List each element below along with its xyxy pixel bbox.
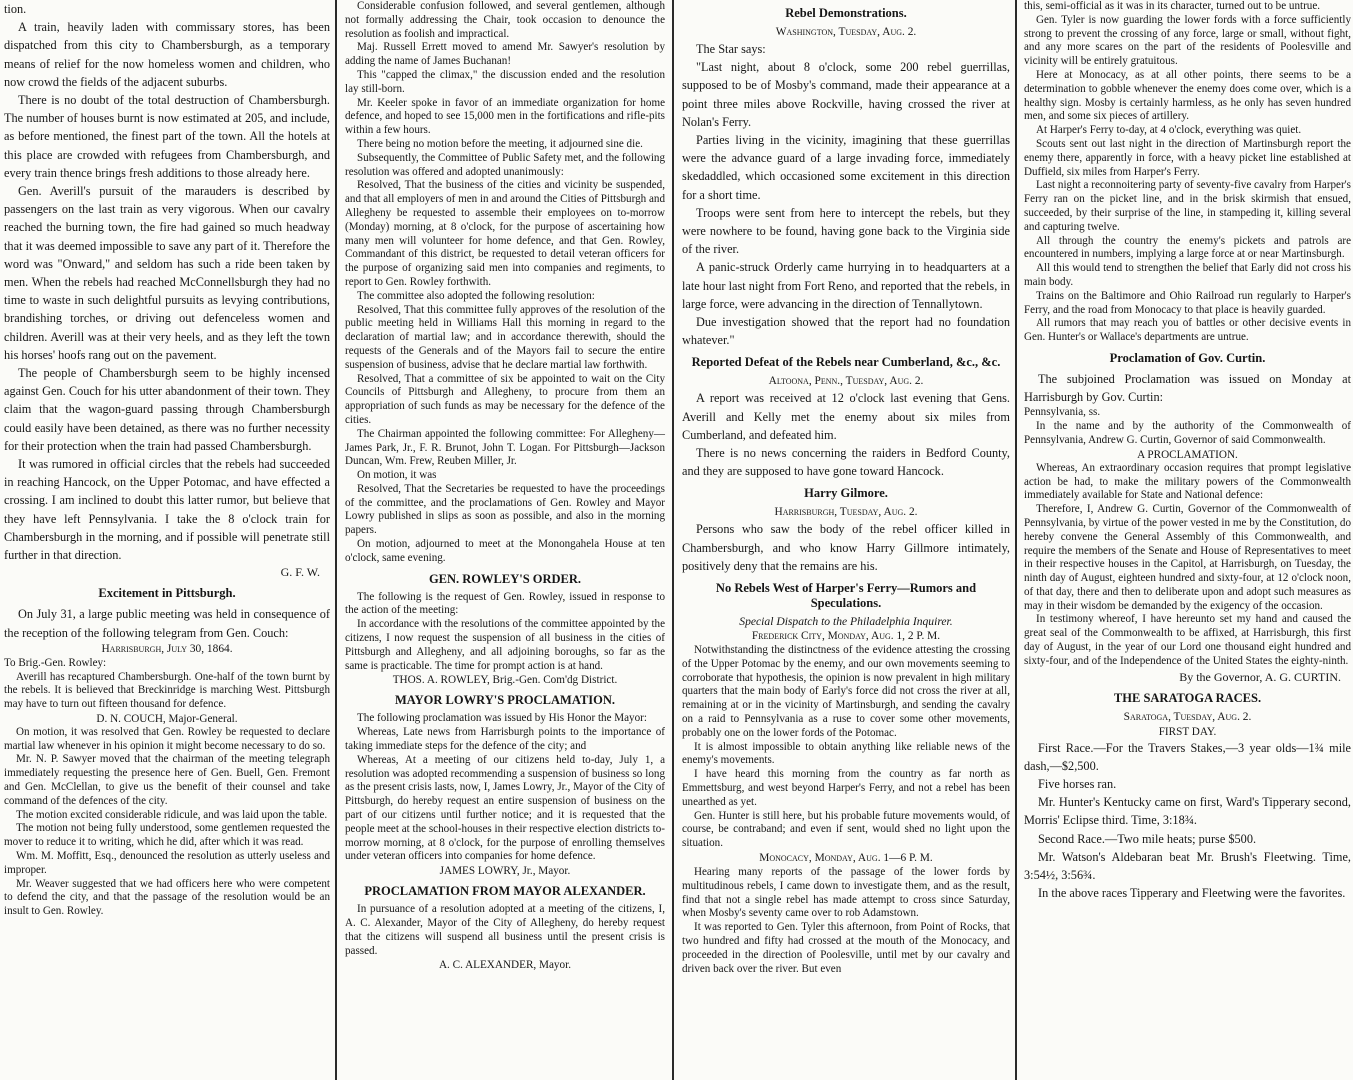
article-paragraph: Due investigation showed that the report had no foundation whatever." — [682, 315, 1010, 348]
small-paragraph: In the name and by the authority of the Commonwealth of Pennsylvania, Andrew G. Curtin, Governor of said Commonwealth. — [1024, 420, 1351, 446]
article-paragraph: A panic-struck Orderly came hurrying in to headquarters at a late hour last night from Fort Reno, and reported that the rebels, in large force, were advancing in the direction of Tennallytown. — [682, 260, 1010, 311]
section-heading: PROCLAMATION FROM MAYOR ALEXANDER. — [364, 884, 646, 899]
article-paragraph: Mr. Watson's Aldebaran beat Mr. Brush's Fleetwing. Time, 3:54½, 3:56¾. — [1024, 849, 1351, 883]
centered-line: A. C. ALEXANDER, Mayor. — [438, 959, 572, 972]
small-paragraph: Resolved, That this committee fully approves of the resolution of the public meeting held in Williams Hall this morning in regard to the declaration of martial law; and in accordance therewith, should the requests of the Generals and of the Mayors fail to secure the entire suspension of business, advise that he declare martial law forthwith. — [345, 303, 665, 371]
article-paragraph: The people of Chambersburgh seem to be highly incensed against Gen. Couch for his utter abandonment of their town. They claim that the wagon-guard passing through Chambersburgh could easily have been detained, as there was no further necessity for their protection when the train had passed Chambersburgh. — [4, 366, 330, 453]
centered-line: D. N. COUCH, Major-General. — [96, 712, 238, 725]
column-3 — [678, 0, 1014, 1080]
small-paragraph: There being no motion before the meeting, it adjourned sine die. — [357, 137, 643, 150]
dateline: Altoona, Penn., Tuesday, Aug. 2. — [768, 375, 924, 388]
article-paragraph: Troops were sent from here to intercept the rebels, but they were nowhere to be found, having gone back to the Virginia side of the river. — [682, 205, 1010, 257]
small-paragraph: All rumors that may reach you of battles or other decisive events in Gen. Hunter's or Wallace's departments are untrue. — [1024, 317, 1351, 344]
small-paragraph: Last night a reconnoitering party of seventy-five cavalry from Harper's Ferry ran on the picket line, and in the brisk skirmish that ensued, succeeded, by their surprise of the line, in stampeding it, killing several and capturing twelve. — [1024, 179, 1351, 233]
centered-line: FIRST DAY. — [1158, 725, 1217, 738]
small-paragraph: Hearing many reports of the passage of the lower fords by multitudinous rebels, I came down to investigate them, and as the result, find that not a single rebel has made attempt to cross since Saturday, when Mosby's seventy came over to rob Adamstown. — [682, 866, 1010, 920]
centered-line: A PROCLAMATION. — [1137, 448, 1238, 461]
section-heading: GEN. ROWLEY'S ORDER. — [428, 571, 582, 586]
small-paragraph: The motion not being fully understood, some gentlemen requested the mover to reduce it to writing, which he did, after which it was read. — [4, 822, 330, 849]
small-paragraph: This "capped the climax," the discussion ended and the resolution lay still-born. — [345, 68, 665, 95]
small-paragraph: Therefore, I, Andrew G. Curtin, Governor of the Commonwealth of Pennsylvania, by virtue of the power vested in me by the Constitution, do hereby convene the General Assembly of this Commonwealth, and require the members of the Senate and House of Representatives to meet in their respective houses in the Capitol, at Harrisburgh, on Tuesday, the ninth day of August, eighteen hundred and sixty-four, at 12 o'clock noon, of that day, there and then to deliberate upon and adopt such measures as may in their wisdom be demanded by the exigency of the occasion. — [1024, 503, 1351, 612]
section-heading: Harry Gilmore. — [804, 486, 888, 501]
small-paragraph: Whereas, At a meeting of our citizens held to-day, July 1, a resolution was adopted recommending a suspension of business so long as the present crisis lasts, now, I, James Lowry, Jr., Mayor of the City of Pittsburgh, do hereby request an entire suspension of business on the part of our citizens until further notice; and it is requested that the people meet at the school-houses in their respective election districts to-morrow morning, at 8 o'clock, for the purpose of enrolling themselves under veteran officers into companies for home defence. — [345, 753, 665, 863]
small-paragraph: The following is the request of Gen. Rowley, issued in response to the action of the meeting: — [345, 590, 665, 617]
small-paragraph: On motion, it was — [357, 469, 437, 482]
signature: By the Governor, A. G. CURTIN. — [1179, 669, 1341, 684]
small-paragraph: Here at Monocacy, as at all other points, there seems to be a determination to gobble whenever the enemy does come over, which is a healthy sign. Mosby is certainly harmless, as he only has seven hundred men, and some six pieces of artillery. — [1024, 68, 1351, 123]
article-paragraph: "Last night, about 8 o'clock, some 200 rebel guerrillas, supposed to be of Mosby's command, made their appearance at a point three miles above Rockville, having crossed the river at Nolan's Ferry. — [682, 60, 1010, 129]
small-paragraph: Pennsylvania, ss. — [1024, 406, 1101, 419]
section-heading: No Rebels West of Harper's Ferry—Rumors and Speculations. — [715, 581, 977, 611]
column-rule — [335, 0, 337, 1080]
dateline: Monocacy, Monday, Aug. 1—6 P. M. — [759, 852, 933, 865]
small-paragraph: Whereas, Late news from Harrisburgh points to the importance of taking immediate steps for the defence of the city; and — [345, 726, 665, 753]
signature: G. F. W. — [280, 565, 320, 580]
small-paragraph: The following proclamation was issued by His Honor the Mayor: — [357, 712, 647, 725]
small-paragraph: On motion, it was resolved that Gen. Rowley be requested to declare martial law whenever in his opinion it might become necessary to do so. — [4, 725, 330, 752]
small-paragraph: Resolved, That the Secretaries be requested to have the proceedings of the committee, and the proclamations of Gen. Rowley and Mayor Lowry published in slips as soon as possible, and also in the morning papers. — [345, 482, 665, 537]
small-paragraph: Mr. N. P. Sawyer moved that the chairman of the meeting telegraph immediately requesting the presence here of Gen. Buell, Gen. Fremont and Gen. McClellan, to give us the benefit of their counsel and take command of the defences of the city. — [4, 753, 330, 807]
small-paragraph: Wm. M. Moffitt, Esq., denounced the resolution as utterly useless and improper. — [4, 850, 330, 876]
column-rule — [672, 0, 674, 1080]
section-heading: MAYOR LOWRY'S PROCLAMATION. — [394, 693, 616, 708]
dateline: Harrisburgh, Tuesday, Aug. 2. — [774, 506, 918, 519]
article-paragraph: A report was received at 12 o'clock last evening that Gens. Averill and Kelly met the enemy about six miles from Cumberland, and defeated him. — [682, 391, 1010, 442]
article-paragraph: Mr. Hunter's Kentucky came on first, Ward's Tipperary second, Morris' Eclipse third. Time, 3:18¾. — [1024, 795, 1351, 828]
section-subheading: Special Dispatch to the Philadelphia Inquirer. — [739, 615, 953, 629]
small-paragraph: Scouts sent out last night in the direction of Martinsburgh report the enemy there, apparently in force, with a heavy picket line established at Duffield, six miles from Harper's Ferry. — [1024, 137, 1351, 178]
article-paragraph: Gen. Averill's pursuit of the marauders is described by passengers on the last train as very vigorous. When our cavalry reached the burning town, the fire had gained so much headway that it was deemed impossible to save any part of it. Therefore the word was "Onward," and seldom has such a ride been taken by men. When the rebels had reached McConnellsburgh they had no time to waste in such delightful pursuits as levying contributions, brandishing torches, or driving out defenceless women and children. Averill was at their very heels, and as they left the town his horses' hoofs rang out on the pavement. — [4, 184, 330, 362]
article-paragraph: Persons who saw the body of the rebel officer killed in Chambersburgh, and who know Harry Gillmore intimately, positively deny that the remains are his. — [682, 522, 1010, 573]
small-paragraph: Averill has recaptured Chambersburgh. One-half of the town burnt by the rebels. It is believed that Breckinridge is marching West. Pittsburgh may have to turn out fifteen thousand for defence. — [4, 670, 330, 711]
small-paragraph: this, semi-official as it was in its character, turned out to be untrue. — [1024, 0, 1321, 12]
article-paragraph: Parties living in the vicinity, imagining that these guerrillas were the advance guard of a large invading force, immediately skedaddled, which occasioned some excitement in this direction for a short time. — [682, 133, 1010, 202]
article-paragraph: First Race.—For the Travers Stakes,—3 year olds—1¾ mile dash,—$2,500. — [1024, 740, 1351, 773]
small-paragraph: Trains on the Baltimore and Ohio Railroad run regularly to Harper's Ferry, and the road from Monocacy to that place is heavily guarded. — [1024, 289, 1351, 316]
dateline: Saratoga, Tuesday, Aug. 2. — [1123, 710, 1252, 723]
small-paragraph: Subsequently, the Committee of Public Safety met, and the following resolution was offered and adopted unanimously: — [345, 151, 665, 178]
small-paragraph: Considerable confusion followed, and several gentlemen, although not formally addressing the Chair, took occasion to denounce the resolution as foolish and impractical. — [345, 0, 665, 40]
small-paragraph: Maj. Russell Errett moved to amend Mr. Sawyer's resolution by adding the name of James Buchanan! — [345, 41, 665, 68]
article-paragraph: There is no news concerning the raiders in Bedford County, and they are supposed to have gone toward Hancock. — [682, 446, 1010, 479]
column-4 — [1020, 0, 1353, 1080]
column-2 — [341, 0, 669, 1080]
small-paragraph: Resolved, That the business of the cities and vicinity be suspended, and that all employers of men in and around the Cities of Pittsburgh and Allegheny be requested to assemble their employees on to-morrow (Monday) morning, at 8 o'clock, for the purpose of ascertaining how many men will volunteer for home defence, and that Gen. Rowley, Commandant of this district, be requested to detail veteran officers for the purpose of organizing said men into companies and regiments, to report to Gen. Rowley forthwith. — [345, 179, 665, 288]
small-paragraph: On motion, adjourned to meet at the Monongahela House at ten o'clock, same evening. — [345, 538, 665, 564]
article-paragraph: On July 31, a large public meeting was held in consequence of the reception of the following telegram from Gen. Couch: — [4, 607, 330, 640]
section-heading: Rebel Demonstrations. — [785, 6, 907, 20]
column-rule — [1015, 0, 1017, 1080]
section-heading: Reported Defeat of the Rebels near Cumberland, &c., &c. — [691, 355, 1001, 370]
small-paragraph: Notwithstanding the distinctness of the evidence attesting the crossing of the Upper Potomac by the enemy, and our own movements seeming to corroborate that hypothesis, the opinion is now prevalent in high military quarters that the main body of Early's force did not cross the river at all, remaining at or in the vicinity of Martinsburgh, and sending the cavalry on a raid to Pennsylvania as a ruse to cover some other movements, probably one on the lower fords of the Potomac. — [682, 644, 1010, 739]
article-paragraph: tion. — [4, 2, 27, 16]
column-1 — [0, 0, 333, 1080]
section-heading: THE SARATOGA RACES. — [1113, 690, 1262, 705]
small-paragraph: I have heard this morning from the country as far north as Emmettsburg, and west beyond Harper's Ferry, and not a rebel has been unearthed as yet. — [682, 768, 1010, 808]
article-paragraph: It was rumored in official circles that the rebels had succeeded in reaching Hancock, on the Upper Potomac, and have effected a crossing. I am inclined to doubt this latter rumor, but believe that they have left Pennsylvania. I take the 8 o'clock train for Chambersburgh in the morning, and if possible will penetrate still further in that direction. — [4, 457, 330, 563]
article-paragraph: The subjoined Proclamation was issued on Monday at Harrisburgh by Gov. Curtin: — [1024, 371, 1351, 405]
small-paragraph: Resolved, That a committee of six be appointed to wait on the City Councils of Pittsburgh and Allegheny, to procure from them an appropriation of such funds as may be necessary for the defence of the cities. — [345, 372, 665, 426]
small-paragraph: Mr. Keeler spoke in favor of an immediate organization for home defence, and hoped to see 15,000 men in the fortifications and rifle-pits within a few hours. — [345, 96, 665, 137]
small-paragraph: It is almost impossible to obtain anything like reliable news of the enemy's movements. — [682, 740, 1010, 767]
small-paragraph: The committee also adopted the following resolution: — [357, 289, 595, 302]
small-paragraph: It was reported to Gen. Tyler this afternoon, from Point of Rocks, that two hundred and fifty had crossed at the mouth of the Monocacy, and proceeded in the direction of Poolesville, until met by our cavalry and driven back over the river. But even — [682, 921, 1010, 975]
small-paragraph: In pursuance of a resolution adopted at a meeting of the citizens, I, A. C. Alexander, Mayor of the City of Allegheny, do hereby request that the citizens will suspend all business until the present crisis is passed. — [345, 903, 665, 957]
article-paragraph: In the above races Tipperary and Fleetwing were the favorites. — [1038, 886, 1346, 901]
small-paragraph: In testimony whereof, I have hereunto set my hand and caused the great seal of the Commonwealth to be affixed, at Harrisburgh, this first day of August, in the year of our Lord one thousand eight hundred and sixty-four, and of the Independence of the United States the eighty-ninth. — [1024, 613, 1351, 667]
article-paragraph: There is no doubt of the total destruction of Chambersburgh. The number of houses burnt is now estimated at 205, and include, as before mentioned, the finest part of the town. All the hotels at this place are crowded with refugees from Chambersburgh, and every train thence brings fresh additions to those already here. — [4, 93, 330, 180]
small-paragraph: The Chairman appointed the following committee: For Allegheny—James Park, Jr., F. R. Brunot, John T. Logan. For Pittsburgh—Jackson Duncan, Wm. Frew, Reuben Miller, Jr. — [345, 427, 665, 468]
centered-line: JAMES LOWRY, Jr., Mayor. — [439, 865, 571, 878]
small-paragraph: In accordance with the resolutions of the committee appointed by the citizens, I now request the suspension of all business in the cities of Pittsburgh and Allegheny, and all adjoining boroughs, so far as the same is practicable. The time for prompt action is at hand. — [345, 618, 665, 672]
small-paragraph: All through the country the enemy's pickets and patrols are encountered in numbers, implying a large force at or near Martinsburgh. — [1024, 234, 1351, 261]
article-paragraph: The Star says: — [696, 42, 766, 56]
section-heading: Excitement in Pittsburgh. — [98, 586, 236, 601]
small-paragraph: Mr. Weaver suggested that we had officers here who were competent to defend the city, and that the passage of the resolution would be an insult to Gen. Rowley. — [4, 877, 330, 918]
dateline: Washington, Tuesday, Aug. 2. — [775, 26, 917, 38]
small-paragraph: The motion excited considerable ridicule, and was laid upon the table. — [16, 808, 328, 821]
article-paragraph: Second Race.—Two mile heats; purse $500. — [1038, 831, 1257, 846]
small-paragraph: To Brig.-Gen. Rowley: — [4, 656, 107, 669]
small-paragraph: At Harper's Ferry to-day, at 4 o'clock, everything was quiet. — [1036, 124, 1302, 137]
section-heading: Proclamation of Gov. Curtin. — [1109, 350, 1266, 365]
dateline: Harrisburgh, July 30, 1864. — [101, 642, 233, 655]
small-paragraph: Whereas, An extraordinary occasion requires that prompt legislative action be had, to make the military powers of the Commonwealth immediately available for State and National defence: — [1024, 461, 1351, 502]
article-paragraph: A train, heavily laden with commissary stores, has been dispatched from this city to Chambersburgh, as a temporary means of relief for the now homeless women and children, who now crowd the fields of the adjacent suburbs. — [4, 20, 330, 89]
small-paragraph: All this would tend to strengthen the belief that Early did not cross his main body. — [1024, 262, 1351, 288]
article-paragraph: Five horses ran. — [1038, 777, 1117, 792]
centered-line: THOS. A. ROWLEY, Brig.-Gen. Com'dg District. — [392, 674, 618, 687]
small-paragraph: Gen. Hunter is still here, but his probable future movements would, of course, be contraband; and even if sent, would shed no light upon the situation. — [682, 809, 1010, 850]
small-paragraph: Gen. Tyler is now guarding the lower fords with a force sufficiently strong to prevent the crossing of any force, large or small, without fight, and any more scares on the part of the residents of Poolesville and vicinity will be entirely gratuitous. — [1024, 13, 1351, 68]
dateline: Frederick City, Monday, Aug. 1, 2 P. M. — [751, 630, 941, 643]
